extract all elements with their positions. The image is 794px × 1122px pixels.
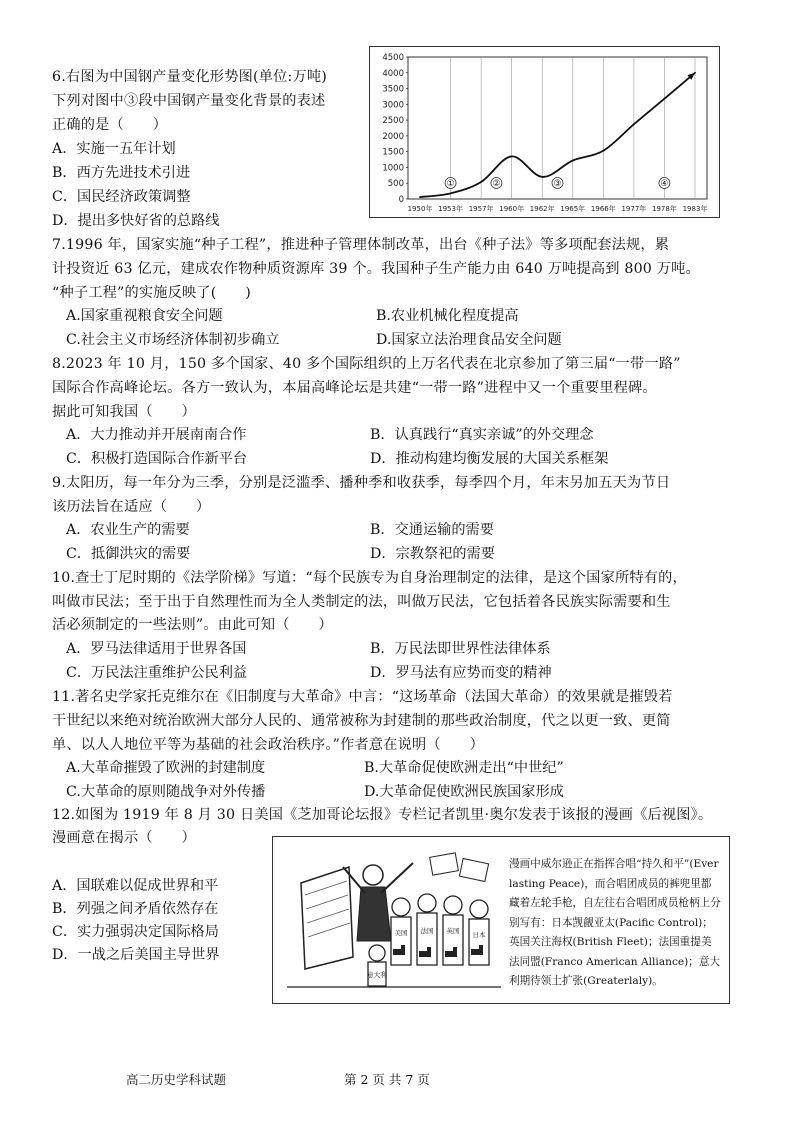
question-12-option-b[interactable]: B．列强之间矛盾依然存在 [52, 901, 219, 917]
steel-production-chart [369, 46, 720, 218]
question-7-option-a[interactable]: A.国家重视粮食安全问题 [66, 308, 223, 324]
question-12-option-c[interactable]: C．实力强弱决定国际格局 [52, 924, 219, 940]
chart-svg [370, 47, 719, 217]
data-point [541, 176, 543, 178]
question-7-option-d[interactable]: D.国家立法治理食品安全问题 [376, 332, 562, 348]
question-12-option-a[interactable]: A．国联难以促成世界和平 [52, 878, 219, 894]
conductor-baton [381, 863, 413, 893]
x-tick-label: 1957年 [468, 205, 494, 213]
question-7-option-b[interactable]: B.农业机械化程度提高 [376, 308, 519, 324]
cartoon-country-label: 英国 [446, 927, 460, 935]
question-10-stem-line-3: 活必须制定的一些法则”。由此可知（ ） [52, 617, 333, 633]
question-10-option-d[interactable]: D．罗马法有应势而变的精神 [370, 665, 552, 681]
question-11-option-a[interactable]: A.大革命摧毁了欧洲的封建制度 [66, 760, 266, 776]
cartoon-illustration [281, 845, 506, 995]
question-8-option-a[interactable]: A．大力推动并开展南南合作 [66, 427, 247, 443]
question-6-stem-line-1: 6.右图为中国钢产量变化形势图(单位:万吨) [52, 69, 327, 85]
question-11-option-c[interactable]: C.大革命的原则随战争对外传播 [66, 784, 266, 800]
question-10-option-c[interactable]: C．万民法注重维护公民利益 [66, 665, 248, 681]
question-11-stem-line-1: 11.著名史学家托克维尔在《旧制度与大革命》中言：“这场革命（法国大革命）的效果就是摧毁若 [52, 689, 673, 705]
question-12-option-d[interactable]: D．一战之后美国主导世界 [52, 947, 220, 963]
data-point [664, 98, 666, 100]
data-point [572, 160, 574, 162]
question-9-option-b[interactable]: B．交通运输的需要 [370, 522, 494, 538]
segment-mark-label: ④ [660, 179, 669, 189]
cartoon-caption: 漫画中威尔逊正在指挥合唱“持久和平”(Everlasting Peace)，而合唱团成员的裤兜里都藏着左轮手枪，自左往右合唱团成员枪柄上分别写有：日本觊觎亚太(Pacific Control)；英国关注海权(British Fleet)；法国重提美法同盟(Franco American Alliance)；意大利期待领土扩张(Greaterlaly)。 [509, 858, 721, 987]
data-point [480, 181, 482, 183]
segment-mark-label: ① [446, 179, 455, 189]
x-tick-label: 1978年 [652, 205, 677, 213]
question-8-stem-line-1: 8.2023 年 10 月，150 多个国家、40 多个国际组织的上万名代表在北京参加了第三届“一带一路” [52, 356, 681, 372]
question-10-stem-line-2: 叫做市民法；至于出于自然理性而为全人类制定的法，叫做万民法，它包括着各民族实际需要和生 [52, 594, 671, 610]
footer-subject: 高二历史学科试题 [126, 1072, 227, 1087]
cartoon-country-label: 意大利 [367, 971, 387, 979]
question-7-stem-line-2: 计投资近 63 亿元，建成农作物种质资源库 39 个。我国种子生产能力由 640 万吨提高到 800 万吨。 [52, 261, 700, 277]
y-tick-label: 3500 [382, 84, 404, 95]
x-tick-label: 1983年 [682, 205, 708, 213]
y-tick-label: 4500 [382, 53, 404, 63]
question-8-option-d[interactable]: D．推动构建均衡发展的大国关系框架 [370, 451, 609, 467]
y-tick-label: 4000 [382, 68, 404, 79]
question-6-option-c[interactable]: C．国民经济政策调整 [52, 189, 191, 205]
y-tick-label: 1500 [382, 147, 404, 158]
data-point [511, 156, 513, 158]
y-tick-label: 0 [398, 195, 404, 205]
y-tick-label: 2500 [382, 116, 404, 127]
question-6-option-a[interactable]: A．实施一五年计划 [52, 141, 176, 157]
question-7-option-c[interactable]: C.社会主义市场经济体制初步确立 [66, 332, 280, 348]
data-point [602, 150, 604, 152]
data-point [419, 196, 421, 198]
question-8-option-b[interactable]: B．认真践行“真实亲诚”的外交理念 [370, 427, 594, 443]
x-tick-label: 1962年 [529, 205, 555, 213]
x-tick-label: 1953年 [438, 205, 463, 213]
cartoon-country-label: 法国 [420, 927, 434, 935]
cartoon-country-label: 日本 [472, 931, 486, 939]
cartoon-country-label: 美国 [394, 929, 408, 937]
conductor-body [357, 887, 391, 941]
question-10-option-b[interactable]: B．万民法即世界性法律体系 [370, 641, 551, 657]
question-10-option-a[interactable]: A．罗马法律适用于世界各国 [66, 641, 247, 657]
question-11-stem-line-2: 干世纪以来绝对统治欧洲大部分人民的、通常被称为封建制的那些政治制度，代之以更一致、更简 [52, 713, 671, 729]
question-9-stem-line-2: 该历法旨在适应（ ） [52, 499, 211, 515]
data-point [450, 192, 452, 194]
question-9-stem-line-1: 9.太阳历，每一年分为三季，分别是泛滥季、播种季和收获季，每季四个月，年末另加五天为节日 [52, 475, 671, 491]
songbook-shape [301, 867, 353, 969]
question-11-option-d[interactable]: D.大革命促使欧洲民族国家形成 [364, 784, 564, 800]
question-6-stem-line-2: 下列对图中③段中国钢产量变化背景的表述 [52, 93, 326, 109]
question-10-stem-line-1: 10.查士丁尼时期的《法学阶梯》写道：“每个民族专为自身治理制定的法律，是这个国家所特有的， [52, 570, 687, 586]
x-tick-label: 1960年 [499, 205, 525, 213]
question-8-option-c[interactable]: C．积极打造国际合作新平台 [66, 451, 248, 467]
question-6-option-b[interactable]: B．西方先进技术引进 [52, 165, 191, 181]
data-point [694, 72, 696, 74]
segment-mark-label: ③ [553, 179, 562, 189]
x-tick-label: 1965年 [560, 205, 586, 213]
question-8-stem-line-3: 据此可知我国（ ） [52, 404, 196, 420]
y-tick-label: 1000 [382, 163, 404, 174]
question-11-option-b[interactable]: B.大革命促使欧洲走出“中世纪” [364, 760, 564, 776]
question-7-stem-line-3: “种子工程”的实施反映了( ) [52, 285, 252, 301]
question-7-stem-line-1: 7.1996 年，国家实施“种子工程”，推进种子管理体制改革，出台《种子法》等多项配套法规，累 [52, 237, 670, 253]
y-tick-label: 500 [387, 179, 404, 190]
question-12-stem-line-1: 12.如图为 1919 年 8 月 30 日美国《芝加哥论坛报》专栏记者凯里·奥尔发表于该报的漫画《后视图》。 [52, 807, 713, 823]
footer-page-number: 第 2 页 共 7 页 [344, 1072, 430, 1087]
segment-mark-label: ② [492, 179, 501, 189]
question-9-option-a[interactable]: A．农业生产的需要 [66, 522, 190, 538]
question-9-option-c[interactable]: C．抵御洪灾的需要 [66, 546, 191, 562]
y-tick-label: 3000 [382, 100, 404, 111]
question-11-stem-line-3: 单、以人人地位平等为基础的社会政治秩序。”作者意在说明（ ） [52, 737, 484, 753]
x-tick-label: 1977年 [621, 205, 647, 213]
cartoon-figure [272, 836, 730, 1004]
question-8-stem-line-2: 国际合作高峰论坛。各方一致认为，本届高峰论坛是共建“一带一路”进程中又一个重要里程碑。 [52, 380, 657, 396]
x-tick-label: 1966年 [590, 205, 616, 213]
question-9-option-d[interactable]: D．宗教祭祀的需要 [370, 546, 495, 562]
x-tick-label: 1950年 [407, 205, 433, 213]
y-tick-label: 2000 [382, 131, 404, 142]
data-point [633, 123, 635, 125]
conductor-head [363, 865, 383, 885]
question-6-stem-line-3: 正确的是（ ） [52, 117, 168, 133]
question-12-stem-line-2: 漫画意在揭示（ ） [52, 830, 196, 846]
question-6-option-d[interactable]: D．提出多快好省的总路线 [52, 213, 220, 229]
